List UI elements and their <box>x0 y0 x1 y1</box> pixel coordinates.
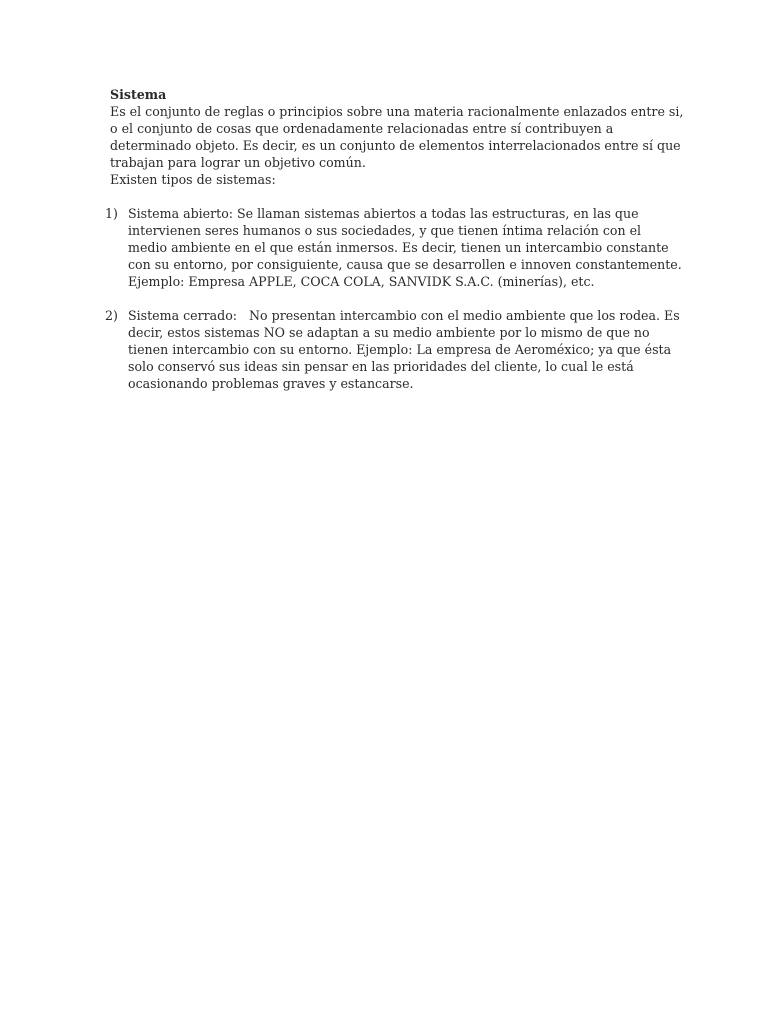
list-item-text <box>128 307 680 392</box>
system-types-list <box>105 205 682 392</box>
document-content <box>105 86 684 409</box>
intro-paragraph <box>110 103 684 188</box>
item-line: Sistema abierto: Se llaman sistemas abiertos a todas las estructuras, en las que <box>128 206 639 221</box>
item-line: Ejemplo: Empresa APPLE, COCA COLA, SANVIDK S.A.C. (minerías), etc. <box>128 274 595 289</box>
item-line: tienen intercambio con su entorno. Ejemplo: La empresa de Aeroméxico; ya que ésta <box>128 342 672 357</box>
item-line: ocasionando problemas graves y estancarse. <box>128 376 414 391</box>
list-number: 1) <box>105 206 118 221</box>
item-line: con su entorno, por consiguiente, causa que se desarrollen e innoven constantemente. <box>128 257 682 272</box>
item-line: medio ambiente en el que están inmersos. Es decir, tienen un intercambio constante <box>128 240 669 255</box>
item-line: Sistema cerrado: No presentan intercambio con el medio ambiente que los rodea. Es <box>128 308 680 323</box>
item-line: solo conservó sus ideas sin pensar en las prioridades del cliente, lo cual le está <box>128 359 634 374</box>
intro-line: Es el conjunto de reglas o principios sobre una materia racionalmente enlazados entre si, <box>110 104 684 119</box>
list-item-closed-system <box>105 307 680 392</box>
intro-line: trabajan para lograr un objetivo común. <box>110 155 366 170</box>
item-line: intervienen seres humanos o sus sociedades, y que tienen íntima relación con el <box>128 223 642 238</box>
item-line: decir, estos sistemas NO se adaptan a su medio ambiente por lo mismo de que no <box>128 325 650 340</box>
document-title: Sistema <box>110 87 167 102</box>
intro-line: Existen tipos de sistemas: <box>110 172 276 187</box>
intro-line: determinado objeto. Es decir, es un conjunto de elementos interrelacionados entre sí que <box>110 138 681 153</box>
list-number: 2) <box>105 308 118 323</box>
list-item-open-system <box>105 205 682 290</box>
intro-line: o el conjunto de cosas que ordenadamente relacionadas entre sí contribuyen a <box>110 121 614 136</box>
list-item-text <box>128 205 682 290</box>
